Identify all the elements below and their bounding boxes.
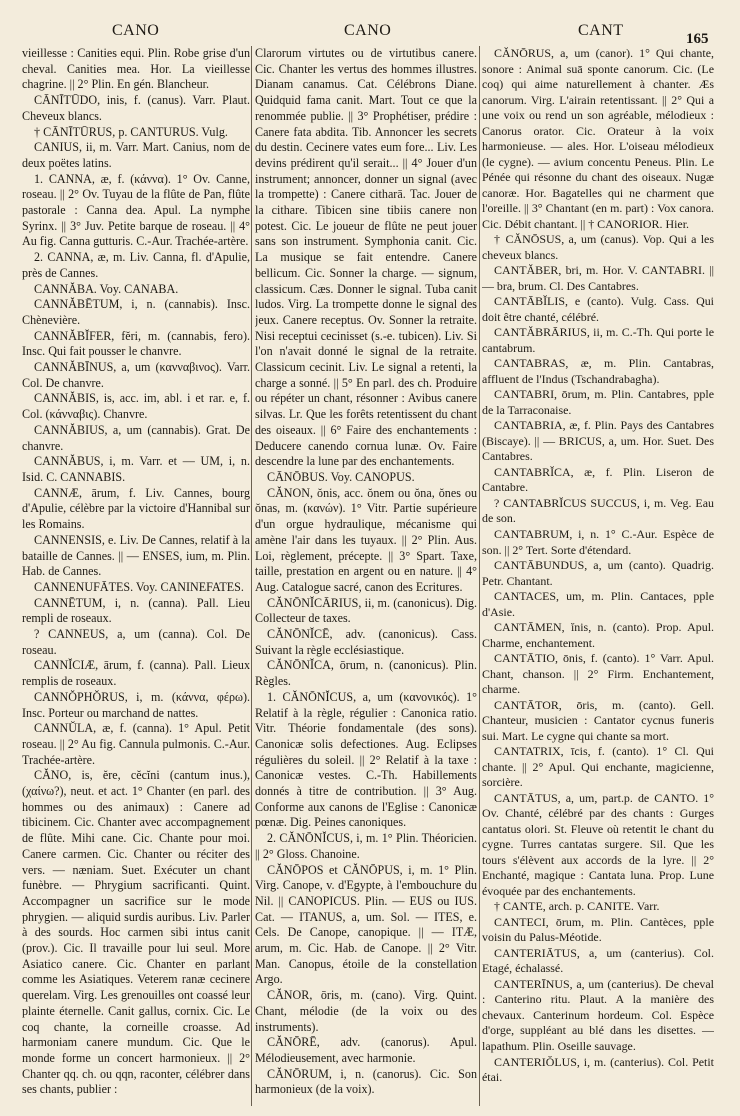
dictionary-entry: CANTABRUM, i, n. 1° C.-Aur. Espèce de son. || 2° Tert. Sorte d'étendard. (482, 526, 714, 557)
dictionary-entry: CĂNO, is, ĕre, cĕcĭni (cantum inus.), (χαίνω?), neut. et act. 1° Chanter (en parl. des hommes ou des animaux) : Canere ad tibicinem. Cic. Chanter avec accompagnement de flûte. Mihi cane. Cic. Chante pour moi. Canere carmen. Cic. Chanter ou réciter des vers. — næniam. Suet. Exécuter un chant funèbre. — Phrygium sacrificanti. Quint. Accompagner un sacrifice sur le mode phrygien. — aliquid surdis auribus. Liv. Parler à des sourds. Hoc carmen sibi intus canit (prov.). Cic. Il travaille pour lui seul. More Asiatico canere. Cic. Chanter en parlant comme les Asiatiques. Veterem ranæ cecinere querelam. Virg. Les grenouilles ont coassé leur plainte éternelle. Canit gallus, cornix. Cic. Le coq chante, la corneille croasse. Ad harmoniam canere mundum. Cic. Que le monde forme un concert harmonieux. || 2° Chanter qq. ch. ou qqn, raconter, célébrer dans ses chants, publier : (22, 768, 250, 1097)
dictionary-entry: CANTĀTIO, ōnis, f. (canto). 1° Varr. Apul. Chant, chanson. || 2° Firm. Enchantement, charme. (482, 651, 714, 697)
column-2 (255, 46, 477, 1106)
dictionary-entry: 2. CANNA, æ, m. Liv. Canna, fl. d'Apulie, près de Cannes. (22, 250, 250, 280)
dictionary-entry: CANNĂBĒTUM, i, n. (cannabis). Insc. Chènevière. (22, 297, 250, 327)
dictionary-entry: 1. CANNA, æ, f. (κάννα). 1° Ov. Canne, roseau. || 2° Ov. Tuyau de la flûte de Pan, flûte pastorale : Canna dea. Apul. La nymphe Syrinx. || 3° Juv. Petite barque de roseau. || 4° Au fig. Canna gutturis. C.-Aur. Trachée-artère. (22, 171, 250, 249)
dictionary-entry: CANIUS, ii, m. Varr. Mart. Canius, nom de deux poëtes latins. (22, 140, 250, 170)
dictionary-entry: Clarorum virtutes ou de virtutibus canere. Cic. Chanter les vertus des hommes illustres. Dianam canamus. Cat. Célébrons Diane. Quidquid fama canit. Mart. Tout ce que la renommée publie. || 3° Prophétiser, prédire : Canere fata abdita. Tib. Annoncer les secrets du destin. Cecinere vates eum fore... Liv. Les devins prédirent qu'il serait... || 4° Jouer d'un instrument; annoncer, donner un signal (avec la trompette) : Canere citharā. Tac. Jouer de la cithare. Tibicen sine tibiis canere non potest. Cic. Le joueur de flûte ne peut jouer sans son instrument. Symphonia canit. Cic. La musique se fait entendre. Canere bellicum. Cic. Sonner la charge. — signum, classicum. Cæs. Donner le signal. Tuba canit ludos. Virg. La trompette donne le signal des jeux. Canere receptus. Ov. Sonner la retraite. Nisi receptui cecinisset (s.-e. tubicen). Liv. Si l'on n'avait donné le signal de la retraite. Classicum cecinit. Liv. Le signal a retenti, la charge a sonné. || 5° En parl. des ch. Produire ou répéter un chant, résonner : Avibus canere silvas. Lr. Que les forêts retentissent du chant des oiseaux. || 6° Faire des enchantements : Deducere canendo cornua lunæ. Ov. Faire descendre la lune par des enchantements. (255, 46, 477, 469)
dictionary-entry: ? CANTABRĬCUS SUCCUS, i, m. Veg. Eau de son. (482, 495, 714, 526)
dictionary-entry: CANNĂBA. Voy. CANABA. (34, 281, 179, 296)
dictionary-entry: CANTĀBUNDUS, a, um (canto). Quadrig. Petr. Chantant. (482, 558, 714, 588)
dictionary-entry: CĀNŌBUS. Voy. CANOPUS. (267, 469, 415, 484)
dictionary-entry: † CĂNŌSUS, a, um (canus). Vop. Qui a les cheveux blancs. (482, 232, 714, 262)
dictionary-entry: CĀNĪTŪDO, inis, f. (canus). Varr. Plaut. Cheveux blancs. (22, 93, 250, 123)
dictionary-entry: † CANTE, arch. p. CANITE. Varr. (494, 899, 660, 914)
dictionary-entry: CĂNŌRUS, a, um (canor). 1° Qui chante, sonore : Animal suā sponte canorum. Cic. (Le coq) qui aime naturellement à chanter. Æs canorum. Virg. L'airain retentissant. || 2° Qui a une voix ou rend un son agréable, mélodieux : Canorus orator. Cic. Orateur à la voix harmonieuse. — ales. Hor. L'oiseau mélodieux (le cygne). — avium concentu Peneus. Plin. Le Pénée qui résonne du chant des oiseaux. Nugæ canoræ. Hor. Bagatelles qui ne charment que l'oreille. || 3° Chantant (en m. part) : Vox canora. Cic. Débit chantant. || † CANORIOR. Hier. (482, 46, 714, 231)
column-rule-right (479, 46, 480, 1106)
dictionary-entry: vieillesse : Canities equi. Plin. Robe grise d'un cheval. Canities mea. Hor. La vieillesse chagrine. || 2° Plin. En gén. Blancheur. (22, 46, 250, 92)
dictionary-entry: 2. CĂNŌNĬCUS, i, m. 1° Plin. Théoricien. || 2° Gloss. Chanoine. (255, 831, 477, 861)
column-3 (482, 46, 714, 1106)
dictionary-entry: CANTĀTOR, ōris, m. (canto). Gell. Chanteur, musicien : Cantator cycnus funeris sui. Mart. Le cygne qui chante sa mort. (482, 697, 714, 743)
dictionary-entry: CANNENUFĀTES. Voy. CANINEFATES. (34, 579, 244, 594)
dictionary-entry: CANNĂBĬFER, fĕri, m. (cannabis, fero). Insc. Qui fait pousser le chanvre. (22, 328, 250, 359)
dictionary-entry: CANNŬLA, æ, f. (canna). 1° Apul. Petit roseau. || 2° Au fig. Cannula pulmonis. C.-Aur. Trachée-artère. (22, 721, 250, 767)
dictionary-entry: 1. CĂNŌNĬCUS, a, um (κανονικός). 1° Relatif à la règle, régulier : Canonica ratio. Vitr. Théorie fondamentale (des sons). Canonicæ solis defectiones. Aug. Eclipses régulières du soleil. || 2° Relatif à la taxe : Canonicæ vestes. C.-Th. Habillements donnés à titre de contribution. || 3° Aug. Conforme aux canons de l'Eglise : Canonicæ pœnæ. Dig. Peines canoniques. (255, 689, 477, 830)
dictionary-entry: CANTERIĀTUS, a, um (canterius). Col. Etagé, échalassé. (482, 945, 714, 976)
dictionary-entry: CANTABRIA, æ, f. Plin. Pays des Cantabres (Biscaye). || — BRICUS, a, um. Hor. Suet. Des Cantabres. (482, 418, 714, 464)
dictionary-entry: CĂNOR, ōris, m. (cano). Virg. Quint. Chant, mélodie (de la voix ou des instruments). (255, 988, 477, 1034)
dictionary-entry: CANTĀMEN, ĭnis, n. (canto). Prop. Apul. Charme, enchantement. (482, 620, 714, 650)
dictionary-entry: † CĀNĪTŪRUS, p. CANTURUS. Vulg. (34, 124, 228, 139)
dictionary-entry: CANTĀBĬLIS, e (canto). Vulg. Cass. Qui doit être chanté, célébré. (482, 294, 714, 324)
dictionary-entry: CANTECI, ōrum, m. Plin. Cantèces, pple voisin du Palus-Méotide. (482, 914, 714, 945)
dictionary-entry: CANTĂBRĀRIUS, ii, m. C.-Th. Qui porte le cantabrum. (482, 325, 714, 355)
dictionary-entry: CANNĂBIS, is, acc. im, abl. i et rar. e, f. Col. (κάνναβις). Chanvre. (22, 391, 250, 422)
dictionary-entry: CANNĬCIÆ, ārum, f. (canna). Pall. Lieux remplis de roseaux. (22, 658, 250, 689)
dictionary-entry: CANTERĪNUS, a, um (canterius). De cheval : Canterino ritu. Plaut. A la manière des chevaux. Canterinum hordeum. Col. Espèce d'orge, suppléant au blé dans les disettes. — lapathum. Plin. Oseille sauvage. (482, 976, 714, 1053)
dictionary-entry: CANNĂBĪNUS, a, um (κανναβινος). Varr. Col. De chanvre. (22, 360, 250, 390)
dictionary-entry: CĂNŌRUM, i, n. (canorus). Cic. Son harmonieux (de la voix). (255, 1066, 477, 1097)
dictionary-entry: CANNŎPHŎRUS, i, m. (κάννα, φέρω). Insc. Porteur ou marchand de nattes. (22, 689, 250, 720)
dictionary-entry: CANNĒTUM, i, n. (canna). Pall. Lieu rempli de roseaux. (22, 595, 250, 626)
dictionary-entry: CĂNŌRĒ, adv. (canorus). Apul. Mélodieusement, avec harmonie. (255, 1035, 477, 1065)
dictionary-entry: CANTABRI, ōrum, m. Plin. Cantabres, pple de la Tarraconaise. (482, 387, 714, 417)
dictionary-entry: CĂNŌNĬCĒ, adv. (canonicus). Cass. Suivant la règle ecclésiastique. (255, 627, 477, 657)
dictionary-entry: CĂNŌNĬCA, ōrum, n. (canonicus). Plin. Règles. (255, 658, 477, 689)
dictionary-entry: CANTĀTUS, a, um, part.p. de CANTO. 1° Ov. Chanté, célébré par des chants : Gurges cantatus olori. St. Fleuve où retentit le chant du cygne. Turres cantatas surgere. Sil. Que les tours s'élèvent aux accords de la lyre. || 2° Enchanté, magique : Cantata luna. Prop. Lune évoquée par des enchantements. (482, 790, 714, 898)
dictionary-entry: ? CANNEUS, a, um (canna). Col. De roseau. (22, 627, 250, 657)
dictionary-entry: CĂNŌNĬCĀRIUS, ii, m. (canonicus). Dig. Collecteur de taxes. (255, 595, 477, 626)
dictionary-entry: CANNĂBUS, i, m. Varr. et — UM, i, n. Isid. C. CANNABIS. (22, 454, 250, 484)
column-1 (22, 46, 250, 1106)
dictionary-entry: CANNĂBIUS, a, um (cannabis). Grat. De chanvre. (22, 422, 250, 453)
dictionary-entry: CANTERIŎLUS, i, m. (canterius). Col. Petit étai. (482, 1054, 714, 1085)
dictionary-entry: CANTABRAS, æ, m. Plin. Cantabras, affluent de l'Indus (Tschandrabagha). (482, 356, 714, 386)
dictionary-entry: CANTABRĬCA, æ, f. Plin. Liseron de Cantabre. (482, 464, 714, 495)
dictionary-entry: CANTĂBER, bri, m. Hor. V. CANTABRI. || — bra, brum. Cl. Des Cantabres. (482, 263, 714, 293)
column-rule-left (251, 46, 252, 1106)
dictionary-entry: CANTACES, um, m. Plin. Cantaces, pple d'Asie. (482, 589, 714, 619)
running-head-left: CANO (112, 22, 160, 39)
dictionary-entry: CANNENSIS, e. Liv. De Cannes, relatif à la bataille de Cannes. || — ENSES, ium, m. Plin. Hab. de Cannes. (22, 532, 250, 579)
dictionary-entry: CANNÆ, ārum, f. Liv. Cannes, bourg d'Apulie, célèbre par la victoire d'Hannibal sur les Romains. (22, 485, 250, 532)
dictionary-entry: CANTATRIX, īcis, f. (canto). 1° Cl. Qui chante. || 2° Apul. Qui enchante, magicienne, sorcière. (482, 744, 714, 790)
page-number: 165 (686, 31, 709, 47)
dictionary-entry: CĂNON, ŏnis, acc. ŏnem ou ŏna, ŏnes ou ŏnas, m. (κανών). 1° Vitr. Partie supérieure d'un orgue hydraulique, mécanisme qui amène l'air dans les tuyaux. || 2° Plin. Aus. Loi, règlement, précepte. || 3° Spart. Taxe, taille, prestation en argent ou en nature. || 4° Aug. Catalogue sacré, canon des Ecritures. (255, 485, 477, 594)
running-head-middle: CANO (344, 22, 392, 39)
running-head-right: CANT (578, 22, 624, 39)
dictionary-entry: CĂNŌPOS et CĂNŌPUS, i, m. 1° Plin. Virg. Canope, v. d'Egypte, à l'embouchure du Nil. || CANOPICUS. Plin. — EUS ou IUS. Cat. — ITANUS, a, um. Sol. — ITES, e. Cels. De Canope, canopique. || — ITÆ, arum, m. Cic. Hab. de Canope. || 2° Vitr. Man. Canopus, étoile de la constellation Argo. (255, 862, 477, 987)
